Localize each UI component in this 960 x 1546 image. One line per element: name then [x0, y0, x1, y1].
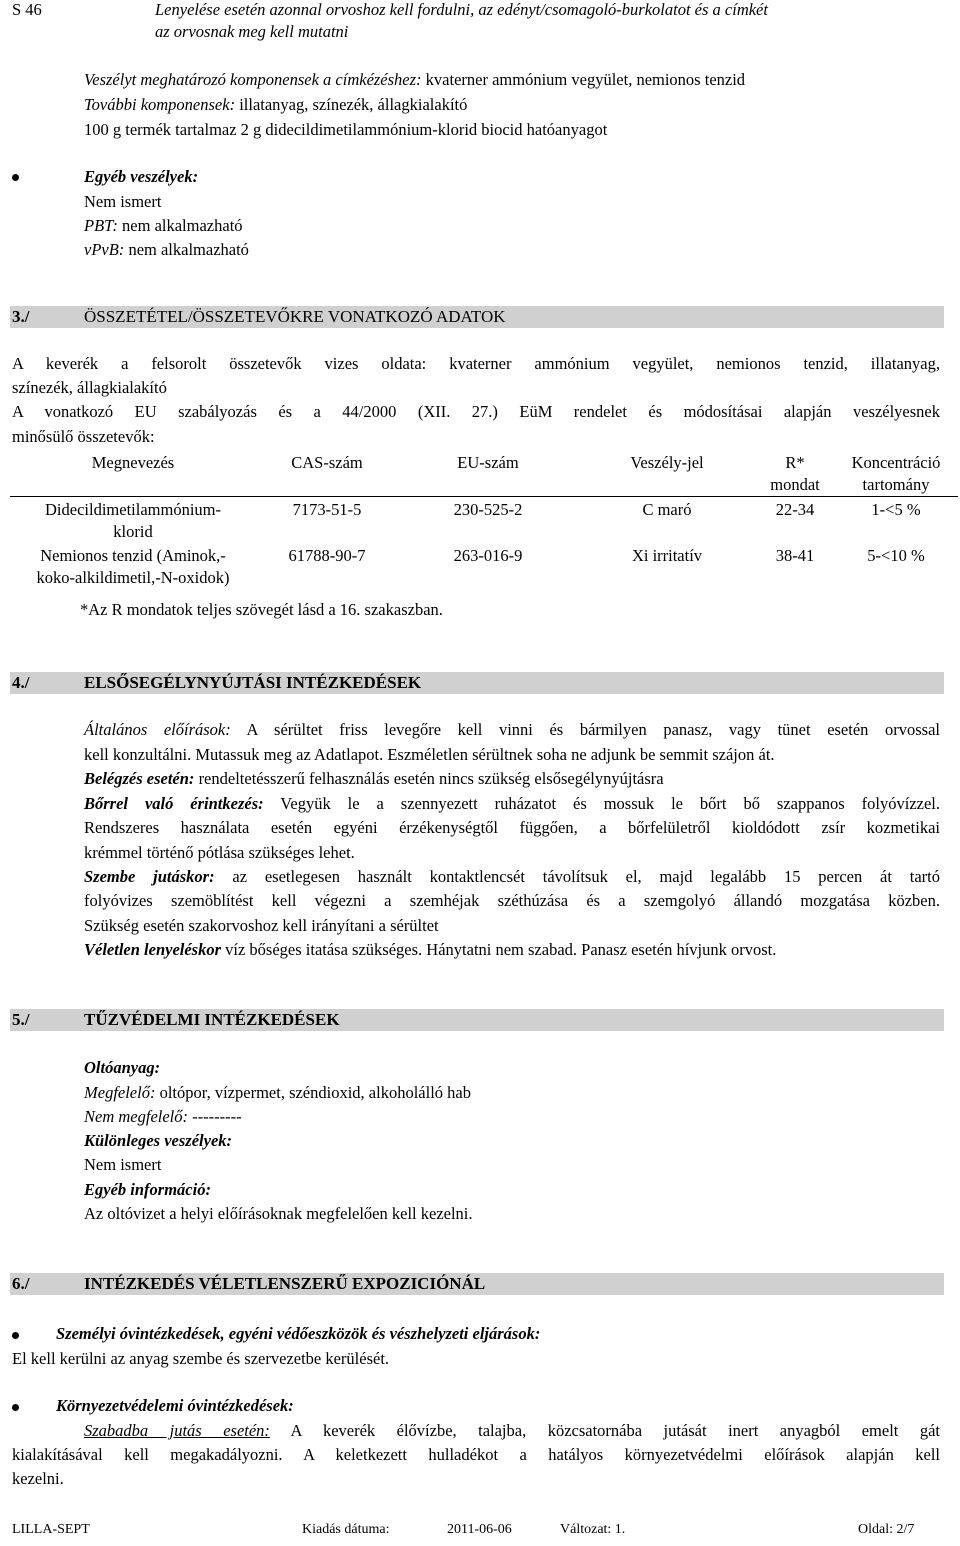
table-row: Didecildimetilammónium- klorid 7173-51-5 230-525-2 C maró 22-34 1-<5 % — [45, 500, 921, 541]
personal-precautions-title: Személyi óvintézkedések, egyéni védőeszközök és vészhelyzeti eljárások: — [56, 1324, 541, 1343]
section-4-title: ELSŐSEGÉLYNYÚJTÁSI INTÉZKEDÉSEK — [84, 673, 422, 692]
first-aid-inhalation: Belégzés esetén: rendeltetésszerű felhasználás esetén nincs szükség elsősegélynyújtásra — [84, 769, 664, 788]
first-aid-eye-3: Szükség esetén szakorvoshoz kell irányítani a sérültet — [84, 916, 439, 935]
col-header-hazard: Veszély-jel — [578, 450, 756, 497]
env-precautions-title: Környezetvédelemi óvintézkedések: — [56, 1396, 294, 1415]
first-aid-eye-1: Szembe jutáskor: az esetlegesen használt kontaktlencsét távolítsuk el, majd legalább 15 percen át tartó — [84, 867, 940, 886]
section-4-number: 4./ — [12, 673, 30, 692]
env-precautions-2: kialakításával kell megakadályozni. A keletkezett hulladékot a hatályos környezetvédelmi előírások alapján kell — [12, 1445, 940, 1464]
components-table — [10, 450, 958, 589]
first-aid-ingestion: Véletlen lenyeléskor víz bőséges itatása szükséges. Hánytatni nem szabad. Panasz esetén hívjunk orvost. — [84, 940, 777, 959]
other-hazards-title: Egyéb veszélyek: — [84, 167, 199, 186]
bullet-icon — [12, 1404, 19, 1411]
first-aid-general-2: kell konzultálni. Mutassuk meg az Adatlapot. Eszméletlen sérültnek soha ne adjunk be semmit szájon át. — [84, 745, 775, 764]
col-header-conc: Koncentráció tartomány — [834, 450, 958, 497]
first-aid-eye-2: folyóvizes szemöblítést kell végezni a szemhéjak széthúzása és a szemgolyó állandó mozgatása közben. — [84, 891, 940, 910]
section-6-number: 6./ — [12, 1274, 30, 1293]
section-3-title: ÖSSZETÉTEL/ÖSSZETEVŐKRE VONATKOZÓ ADATOK — [84, 307, 506, 326]
other-info-title: Egyéb információ: — [84, 1180, 211, 1199]
first-aid-skin-2: Rendszeres használata esetén egyéni érzékenységtől függően, a bőrfelületről kioldódott zsír kozmetikai — [84, 818, 940, 837]
col-header-cas: CAS-szám — [256, 450, 398, 497]
personal-precautions-text: El kell kerülni az anyag szembe és szervezetbe kerülését. — [12, 1349, 390, 1368]
section-3-para-3: A vonatkozó EU szabályozás és a 44/2000 (XII. 27.) EüM rendelet és módosításai alapján veszélyesnek — [12, 402, 940, 421]
env-precautions-1: Szabadba jutás esetén: A keverék élővízbe, talajba, közcsatornába jutását inert anyagból emelt gát — [84, 1421, 940, 1440]
pbt-line: PBT: nem alkalmazható — [84, 216, 243, 235]
biocide-line: 100 g termék tartalmaz 2 g didecildimetilammónium-klorid biocid hatóanyagot — [84, 120, 608, 139]
section-3-para-4: minősülő összetevők: — [12, 427, 155, 446]
other-hazards-unknown: Nem ismert — [84, 192, 162, 211]
env-precautions-3: kezelni. — [12, 1469, 64, 1488]
vpvb-line: vPvB: nem alkalmazható — [84, 240, 249, 259]
s-phrase-text-1: Lenyelése esetén azonnal orvoshoz kell fordulni, az edényt/csomagoló-burkolatot és a címkét — [155, 0, 768, 19]
table-row: Nemionos tenzid (Aminok,- koko-alkildimetil,-N-oxidok) 61788-90-7 263-016-9 Xi irritatív 38-41 5-<10 % — [36, 546, 925, 587]
extinguishing-media-title: Oltóanyag: — [84, 1058, 161, 1077]
section-6-header — [10, 1273, 944, 1295]
bullet-icon — [12, 1332, 19, 1339]
section-4-header — [10, 672, 944, 694]
col-header-eu: EU-szám — [398, 450, 578, 497]
first-aid-general-1: Általános előírások: A sérültet friss levegőre kell vinni és bármilyen panasz, vagy tünet esetén orvossal — [84, 720, 941, 739]
section-6-title: INTÉZKEDÉS VÉLETLENSZERŰ EXPOZICIÓNÁL — [84, 1274, 486, 1293]
special-hazards-title: Különleges veszélyek: — [84, 1131, 233, 1150]
hazard-components-line: Veszélyt meghatározó komponensek a címkézéshez: kvaterner ammónium vegyület, nemionos tenzid — [84, 70, 746, 89]
s-phrase-text-2: az orvosnak meg kell mutatni — [155, 22, 349, 41]
table-header-row — [10, 450, 958, 497]
section-3-para-2: színezék, állagkialakító — [12, 378, 167, 397]
table-footnote: *Az R mondatok teljes szövegét lásd a 16. szakaszban. — [80, 600, 443, 619]
section-3-header — [10, 306, 944, 328]
section-5-title: TŰZVÉDELMI INTÉZKEDÉSEK — [84, 1010, 340, 1029]
unsuitable-media-line: Nem megfelelő: --------- — [84, 1107, 242, 1126]
bullet-icon — [12, 174, 19, 181]
section-5-header — [10, 1009, 944, 1031]
section-3-number: 3./ — [12, 307, 30, 326]
s-phrase-code: S 46 — [12, 0, 42, 19]
col-header-r: R* mondat — [756, 450, 834, 497]
section-3-para-1: A keverék a felsorolt összetevők vizes oldata: kvaterner ammónium vegyület, nemionos tenzid, illatanyag, — [12, 354, 940, 373]
first-aid-skin-3: krémmel történő pótlása szükséges lehet. — [84, 843, 355, 862]
other-info-value: Az oltóvizet a helyi előírásoknak megfelelően kell kezelni. — [84, 1204, 473, 1223]
special-hazards-value: Nem ismert — [84, 1155, 162, 1174]
col-header-name: Megnevezés — [10, 450, 256, 497]
footer-version: Változat: 1. — [560, 1522, 626, 1537]
suitable-media-line: Megfelelő: oltópor, vízpermet, széndioxid, alkoholálló hab — [84, 1083, 471, 1102]
footer-issue-label: Kiadás dátuma: — [302, 1522, 390, 1537]
first-aid-skin-1: Bőrrel való érintkezés: Vegyük le a szennyezett ruházatot és mossuk le bőrt bő szappanos folyóvízzel. — [84, 794, 940, 813]
section-5-number: 5./ — [12, 1010, 30, 1029]
footer-product: LILLA-SEPT — [12, 1522, 90, 1537]
footer-issue-date: 2011-06-06 — [447, 1522, 512, 1537]
other-components-line: További komponensek: illatanyag, színezék, állagkialakító — [84, 95, 468, 114]
footer-page: Oldal: 2/7 — [858, 1522, 915, 1537]
